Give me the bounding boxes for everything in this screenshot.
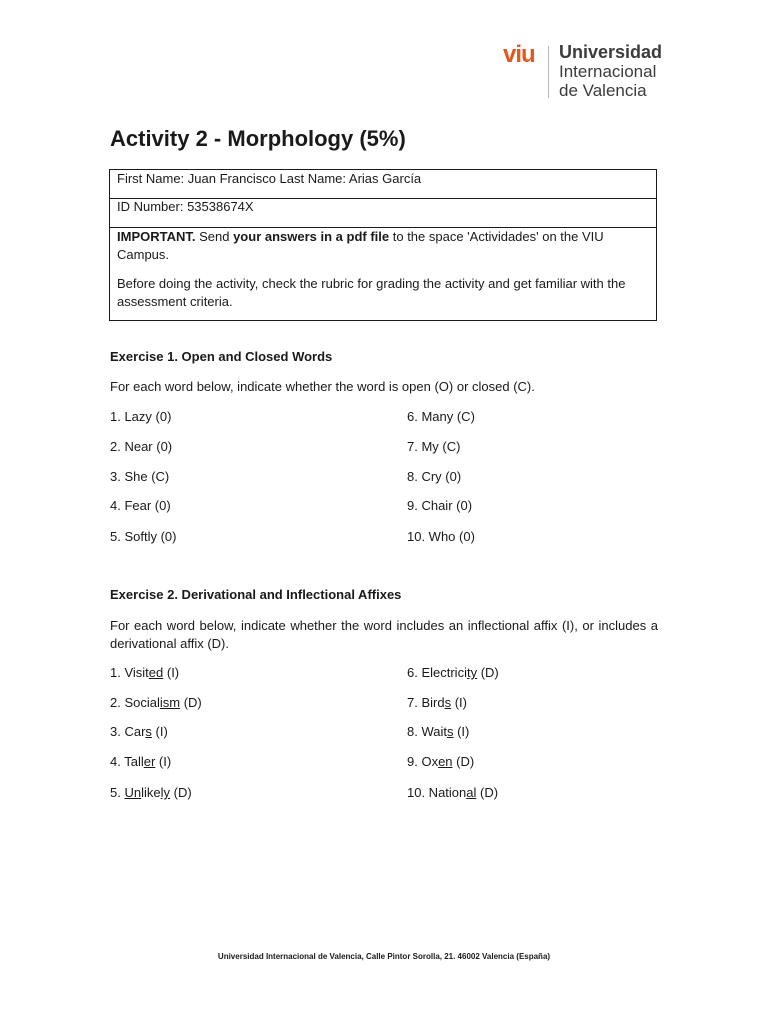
word-part: 1. Visit bbox=[110, 665, 149, 680]
affix: s bbox=[145, 724, 152, 739]
logo-wordmark bbox=[559, 43, 662, 100]
answer: (I) bbox=[151, 724, 168, 739]
affix: Un bbox=[124, 785, 142, 800]
exercise1-instruction: For each word below, indicate whether the word is open (O) or closed (C). bbox=[110, 379, 535, 394]
name-cell: First Name: Juan Francisco Last Name: Arias García bbox=[110, 170, 657, 199]
word-part: 9. Ox bbox=[407, 754, 439, 769]
ex2-item bbox=[110, 665, 179, 681]
important-send: Send bbox=[195, 229, 234, 244]
word-part: 10. Nation bbox=[407, 785, 467, 800]
page-title: Activity 2 - Morphology (5%) bbox=[110, 126, 406, 151]
exercise2-instruction: For each word below, indicate whether the word includes an inflectional affix (I), or includes a derivational affix (D). bbox=[110, 618, 658, 651]
ex1-item: 5. Softly (0) bbox=[110, 529, 177, 544]
page-footer: Universidad Internacional de Valencia, Calle Pintor Sorolla, 21. 46002 Valencia (España) bbox=[217, 952, 551, 961]
affix: s bbox=[446, 724, 454, 739]
affix: ty bbox=[466, 665, 478, 680]
student-info-table bbox=[109, 169, 657, 321]
ex2-item bbox=[407, 724, 469, 740]
affix: ly bbox=[160, 785, 170, 800]
ex1-item: 9. Chair (0) bbox=[407, 498, 473, 513]
logo-line-3: de Valencia bbox=[559, 81, 647, 100]
ex1-item: 10. Who (0) bbox=[407, 529, 475, 544]
ex1-item: 6. Many (C) bbox=[407, 409, 475, 424]
logo-line-2: Internacional bbox=[559, 62, 657, 81]
ex2-item bbox=[407, 785, 498, 801]
ex2-item bbox=[110, 785, 192, 801]
affix: ism bbox=[159, 695, 181, 710]
word-part: like bbox=[141, 785, 161, 800]
ex2-item bbox=[407, 754, 474, 770]
answer: (I) bbox=[453, 724, 470, 739]
important-bold: your answers in a pdf file bbox=[233, 229, 390, 244]
answer: (D) bbox=[452, 754, 475, 769]
logo-viu-mark: viu bbox=[503, 41, 535, 68]
affix: al bbox=[466, 785, 477, 800]
rubric-note: Before doing the activity, check the rubric for grading the activity and get familiar with the assessment criteria. bbox=[117, 276, 626, 309]
instructions-cell bbox=[110, 228, 657, 321]
answer: (D) bbox=[477, 665, 499, 680]
exercise2-heading: Exercise 2. Derivational and Inflectional Affixes bbox=[110, 587, 402, 602]
word-part: 6. Electrici bbox=[407, 665, 467, 680]
word-part: 7. Bird bbox=[407, 695, 445, 710]
ex1-item: 8. Cry (0) bbox=[407, 469, 462, 484]
word-part: 5. bbox=[110, 785, 125, 800]
ex2-item bbox=[407, 695, 467, 711]
id-cell: ID Number: 53538674X bbox=[110, 199, 657, 228]
logo-divider bbox=[548, 46, 549, 98]
word-part: 4. Tall bbox=[110, 754, 144, 769]
ex1-item: 7. My (C) bbox=[407, 439, 461, 454]
answer: (D) bbox=[180, 695, 202, 710]
answer: (I) bbox=[163, 665, 180, 680]
ex1-item: 2. Near (0) bbox=[110, 439, 173, 454]
ex1-item: 1. Lazy (0) bbox=[110, 409, 172, 424]
affix: en bbox=[438, 754, 453, 769]
exercise1-heading: Exercise 1. Open and Closed Words bbox=[110, 349, 333, 364]
ex1-item: 3. She (C) bbox=[110, 469, 170, 484]
ex2-item bbox=[110, 754, 171, 770]
answer: (D) bbox=[476, 785, 499, 800]
ex2-item bbox=[110, 724, 168, 740]
ex2-item bbox=[110, 695, 202, 711]
answer: (I) bbox=[451, 695, 467, 710]
word-part: 8. Wait bbox=[407, 724, 447, 739]
word-part: 3. Car bbox=[110, 724, 146, 739]
logo-line-1: Universidad bbox=[559, 42, 663, 62]
ex2-item bbox=[407, 665, 499, 681]
important-note bbox=[117, 228, 649, 264]
affix: ed bbox=[148, 665, 164, 680]
affix: er bbox=[143, 754, 156, 769]
ex1-item: 4. Fear (0) bbox=[110, 498, 171, 513]
answer: (D) bbox=[170, 785, 192, 800]
affix: s bbox=[444, 695, 452, 710]
important-rest: to the space 'Actividades' on the VIU Campus. bbox=[117, 229, 604, 262]
word-part: 2. Social bbox=[110, 695, 160, 710]
important-label: IMPORTANT. bbox=[117, 229, 196, 244]
answer: (I) bbox=[155, 754, 172, 769]
